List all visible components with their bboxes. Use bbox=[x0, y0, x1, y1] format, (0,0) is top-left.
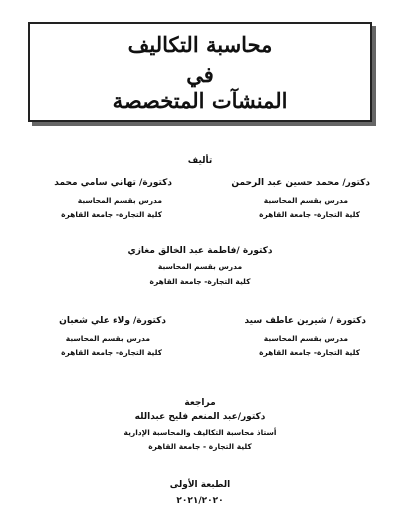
author-1-position: مدرس بقسم المحاسبة bbox=[263, 196, 348, 205]
reviewer-name: دكتور/عبد المنعم فليح عبدالله bbox=[134, 412, 266, 422]
author-4-affiliation: كلية التجارة- جامعة القاهرة bbox=[259, 348, 360, 357]
edition-year: ٢٠٢١/٢٠٢٠ bbox=[176, 496, 224, 506]
author-5-name: دكتورة/ ولاء علي شعبان bbox=[59, 316, 166, 326]
author-5-affiliation: كلية التجارة- جامعة القاهرة bbox=[61, 348, 162, 357]
edition-label: الطبعة الأولى bbox=[169, 480, 231, 490]
author-3-name: دكتورة /فاطمة عبد الخالق مغازي bbox=[127, 246, 273, 256]
reviewer-affiliation: كلية التجارة - جامعة القاهرة bbox=[148, 442, 252, 451]
book-title-line-2: في bbox=[186, 62, 214, 87]
reviewer-position: أستاذ محاسبة التكاليف والمحاسبة الإدارية bbox=[123, 428, 277, 437]
author-3-position: مدرس بقسم المحاسبة bbox=[157, 262, 243, 271]
book-title-line-3: المنشآت المتخصصة bbox=[112, 88, 288, 113]
author-1-name: دكتور/ محمد حسين عبد الرحمن bbox=[231, 178, 370, 188]
author-4-name: دكتورة / شيرين عاطف سيد bbox=[244, 316, 366, 326]
title-box bbox=[28, 22, 372, 122]
author-2-name: دكتورة/ تهاني سامي محمد bbox=[54, 178, 172, 188]
author-3-affiliation: كلية التجارة- جامعة القاهرة bbox=[149, 277, 251, 286]
author-5-position: مدرس بقسم المحاسبة bbox=[65, 334, 150, 343]
author-4-position: مدرس بقسم المحاسبة bbox=[263, 334, 348, 343]
book-title-line-1: محاسبة التكاليف bbox=[127, 32, 273, 57]
review-label: مراجعة bbox=[184, 398, 216, 408]
author-2-position: مدرس بقسم المحاسبة bbox=[77, 196, 162, 205]
authored-by-label: تأليف bbox=[187, 156, 213, 166]
author-2-affiliation: كلية التجارة- جامعة القاهرة bbox=[61, 210, 162, 219]
author-1-affiliation: كلية التجارة- جامعة القاهرة bbox=[259, 210, 360, 219]
